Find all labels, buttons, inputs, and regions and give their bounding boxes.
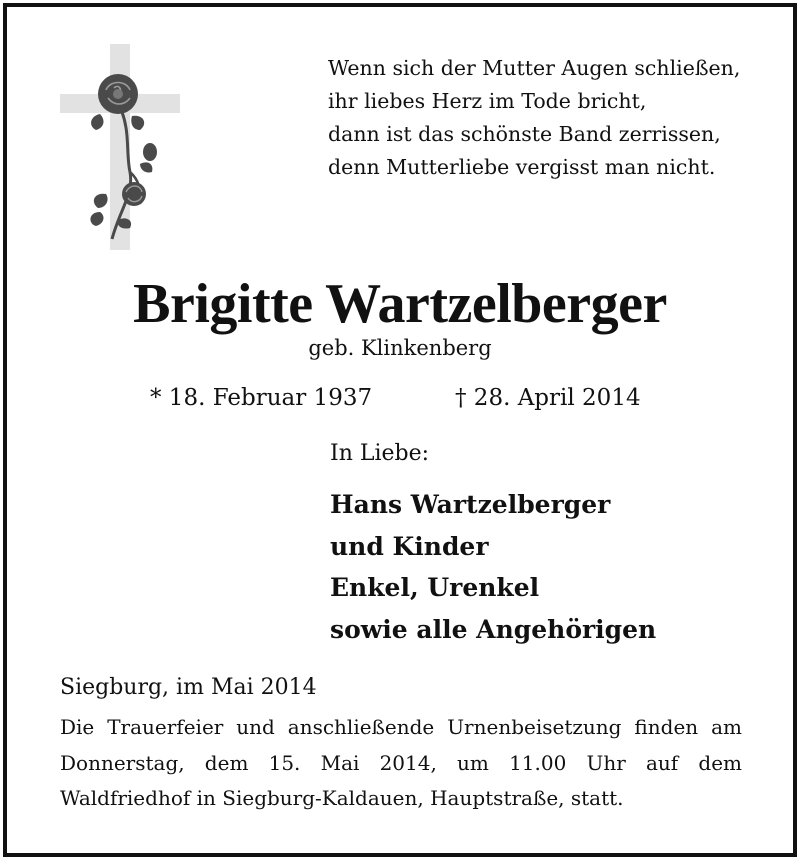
- maiden-name: geb. Klinkenberg: [308, 336, 492, 360]
- mourner-name: Hans Wartzelberger: [330, 490, 611, 519]
- cross-with-roses-icon: [60, 44, 180, 254]
- mourner-name: Enkel, Urenkel: [330, 573, 540, 602]
- service-info: Die Trauerfeier und anschließende Urnenbeisetzung finden am Donnerstag, dem 15. Mai 2014, um 11.00 Uhr auf dem Waldfriedhof in Siegburg-Kaldauen, Hauptstraße, statt.: [60, 715, 742, 810]
- mourner-name: und Kinder: [330, 531, 489, 561]
- deceased-name: Brigitte Wartzelberger: [133, 273, 667, 335]
- poem-line: ihr liebes Herz im Tode bricht,: [328, 89, 647, 113]
- poem-line: Wenn sich der Mutter Augen schließen,: [328, 56, 741, 80]
- birth-date: * 18. Februar 1937: [150, 385, 373, 411]
- mourner-name: sowie alle Angehörigen: [330, 614, 657, 644]
- death-date: † 28. April 2014: [455, 385, 641, 411]
- in-love-label: In Liebe:: [330, 441, 430, 466]
- place-date: Siegburg, im Mai 2014: [60, 675, 317, 700]
- poem-line: dann ist das schönste Band zerrissen,: [328, 122, 721, 146]
- poem: [328, 52, 768, 184]
- mourners-list: [330, 484, 656, 650]
- poem-line: denn Mutterliebe vergisst man nicht.: [328, 155, 716, 179]
